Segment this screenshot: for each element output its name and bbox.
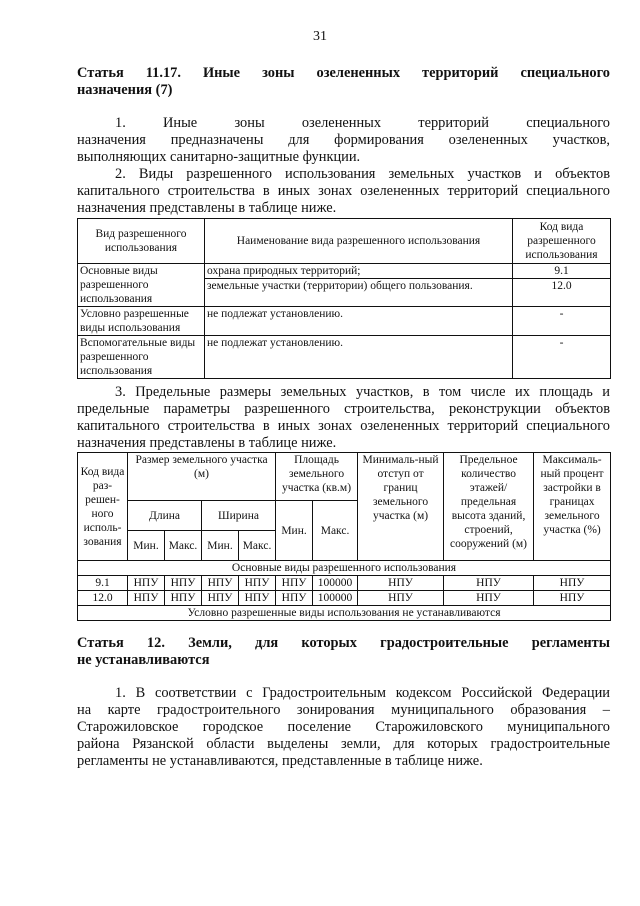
paragraph-line: 1. Иные зоны озелененных территорий специального: [115, 115, 610, 131]
table-cell: 9.1: [513, 264, 611, 279]
article-heading-line: Статья 12. Земли, для которых градостроительные регламенты: [77, 635, 610, 651]
article-heading-line: назначения (7): [77, 82, 173, 98]
table-cell: НПУ: [276, 591, 313, 606]
paragraph-line: назначения представлены в таблице ниже.: [77, 200, 337, 216]
table-cell: 12.0: [78, 591, 128, 606]
table-cell: не подлежат установлению.: [205, 307, 513, 336]
table-cell: земельные участки (территории) общего пользования.: [205, 279, 513, 307]
permitted-use-table: [77, 218, 611, 379]
table-header-cell: Наименование вида разрешенного использования: [205, 219, 513, 264]
table-cell: НПУ: [165, 591, 202, 606]
paragraph-line: регламенты не устанавливаются, представленные в таблице ниже.: [77, 753, 483, 769]
paragraph-line: выполняющих санитарно-защитные функции.: [77, 149, 361, 165]
table-header-cell: Макс.: [313, 501, 358, 561]
table-cell: 100000: [313, 591, 358, 606]
table-header-cell: Мин.: [276, 501, 313, 561]
table-cell: не подлежат установлению.: [205, 336, 513, 379]
table-header-cell: Минималь-ный отступ от границ земельного участка (м): [358, 453, 444, 561]
table-header-cell: Вид разрешенного использования: [78, 219, 205, 264]
table-header-cell: Мин.: [202, 531, 239, 561]
article-heading-line: Статья 11.17. Иные зоны озелененных территорий специального: [77, 65, 610, 81]
table-cell: 9.1: [78, 576, 128, 591]
table-cell: НПУ: [358, 576, 444, 591]
paragraph-line: предельные параметры разрешенного строительства, реконструкции объектов: [77, 401, 610, 417]
paragraph-line: назначения представлены в таблице ниже.: [77, 435, 337, 451]
table-header-cell: Макс.: [239, 531, 276, 561]
table-cell: НПУ: [128, 591, 165, 606]
table-cell: НПУ: [358, 591, 444, 606]
table-cell: НПУ: [239, 591, 276, 606]
table-header-cell: Максималь-ный процент застройки в границах земельного участка (%): [534, 453, 611, 561]
table-cell: Основные виды разрешенного использования: [78, 264, 205, 307]
table-header-cell: Длина: [128, 501, 202, 531]
table-cell: НПУ: [444, 591, 534, 606]
table-section-row: Основные виды разрешенного использования: [78, 561, 611, 576]
table-cell: 100000: [313, 576, 358, 591]
paragraph-line: Старожиловское городское поселение Старожиловского муниципального: [77, 719, 610, 735]
table-cell: НПУ: [444, 576, 534, 591]
paragraph-line: на карте градостроительного зонирования муниципального образования –: [77, 702, 610, 718]
paragraph-line: 1. В соответствии с Градостроительным кодексом Российской Федерации: [115, 685, 610, 701]
table-header-cell: Мин.: [128, 531, 165, 561]
paragraph-line: капитального строительства в иных зонах озелененных территорий специального: [77, 418, 610, 434]
table-cell: охрана природных территорий;: [205, 264, 513, 279]
table-cell: НПУ: [534, 591, 611, 606]
paragraph-line: капитального строительства в иных зонах озелененных территорий специального: [77, 183, 610, 199]
table-cell: НПУ: [276, 576, 313, 591]
table-cell: НПУ: [239, 576, 276, 591]
paragraph-line: назначения предназначены для формирования озелененных участков,: [77, 132, 610, 148]
table-header-cell: Код вида разрешенного использования: [513, 219, 611, 264]
page-number: 31: [313, 29, 327, 44]
table-header-cell: Ширина: [202, 501, 276, 531]
table-cell: НПУ: [202, 576, 239, 591]
table-cell: Условно разрешенные виды использования: [78, 307, 205, 336]
table-header-cell: Размер земельного участка (м): [128, 453, 276, 501]
paragraph-line: 2. Виды разрешенного использования земельных участков и объектов: [115, 166, 610, 182]
table-cell: 12.0: [513, 279, 611, 307]
table-cell: НПУ: [128, 576, 165, 591]
table-header-cell: Предельное количество этажей/ предельная высота зданий, строений, сооружений (м): [444, 453, 534, 561]
table-section-row: Условно разрешенные виды использования не устанавливаются: [78, 606, 611, 621]
paragraph-line: 3. Предельные размеры земельных участков, в том числе их площадь и: [115, 384, 610, 400]
article-heading-line: не устанавливаются: [77, 652, 210, 668]
paragraph-line: района Рязанской области выделены земли, для которых градостроительные: [77, 736, 610, 752]
table-header-cell: Макс.: [165, 531, 202, 561]
table-header-cell: Площадь земельного участка (кв.м): [276, 453, 358, 501]
table-header-cell: Код вида раз-решен-ного исполь-зования: [78, 453, 128, 561]
table-cell: Вспомогательные виды разрешенного использования: [78, 336, 205, 379]
limit-parameters-table: [77, 452, 611, 621]
table-cell: НПУ: [202, 591, 239, 606]
table-cell: -: [513, 336, 611, 379]
table-cell: -: [513, 307, 611, 336]
table-cell: НПУ: [534, 576, 611, 591]
table-cell: НПУ: [165, 576, 202, 591]
